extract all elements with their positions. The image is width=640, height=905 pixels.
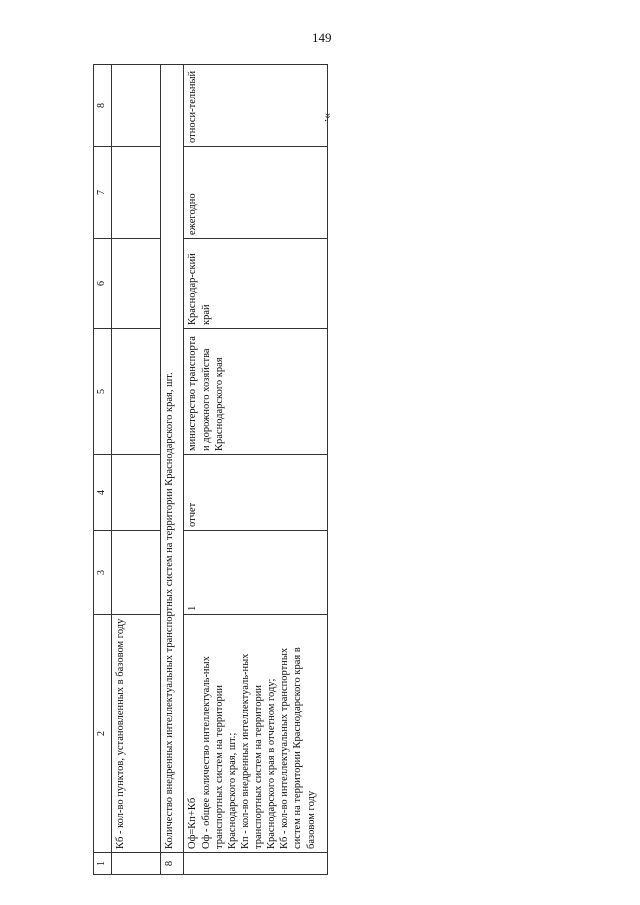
responsible-cell: министерство транспорта и дорожного хозяйства Краснодарского края <box>184 329 328 455</box>
rotated-table-sheet <box>93 65 328 875</box>
periodicity-cell: ежегодно <box>184 147 328 239</box>
empty-cell <box>112 329 161 455</box>
header-row <box>94 65 112 875</box>
header-cell-4: 4 <box>94 455 112 531</box>
closing-mark: ». <box>322 113 336 122</box>
section-title: Количество внедренных интеллектуальных транспортных систем на территории Краснодарского края, шт. <box>161 65 184 853</box>
header-cell-2: 2 <box>94 615 112 853</box>
empty-cell <box>112 239 161 329</box>
section-number: 8 <box>161 853 184 875</box>
header-cell-7: 7 <box>94 147 112 239</box>
header-cell-1: 1 <box>94 853 112 875</box>
type-cell: относи-тельный <box>184 65 328 147</box>
header-cell-5: 5 <box>94 329 112 455</box>
territory-cell: Краснодар-ский край <box>184 239 328 329</box>
source-cell: отчет <box>184 455 328 531</box>
empty-cell <box>112 531 161 615</box>
formula-line: Кп - кол-во внедренных интеллектуаль-ных транспортных систем на территории Краснодарского края в отчетном году; <box>239 653 278 849</box>
base-value-cell: 1 <box>184 531 328 615</box>
header-cell-6: 6 <box>94 239 112 329</box>
formula-line: Оф - общее количество интеллектуаль-ных транспортных систем на территории Краснодарского края, шт.; <box>200 656 238 849</box>
header-cell-8: 8 <box>94 65 112 147</box>
formula-cell <box>184 615 328 853</box>
section-row <box>161 65 184 875</box>
page-number: 149 <box>312 30 332 45</box>
indicator-table <box>93 64 328 875</box>
formula-line: Кб - кол-во интеллектуальных транспортных систем на территории Краснодарского края в базовом году <box>279 647 317 849</box>
table-row <box>112 65 161 875</box>
table-row <box>184 65 328 875</box>
empty-cell <box>112 455 161 531</box>
row-number <box>112 853 161 875</box>
empty-cell <box>112 65 161 147</box>
formula-line: Оф=Кп+Кб <box>187 797 199 849</box>
row-number <box>184 853 328 875</box>
header-cell-3: 3 <box>94 531 112 615</box>
empty-cell <box>112 147 161 239</box>
indicator-cell: Кб - кол-во пунктов, установленных в базовом году <box>112 615 161 853</box>
